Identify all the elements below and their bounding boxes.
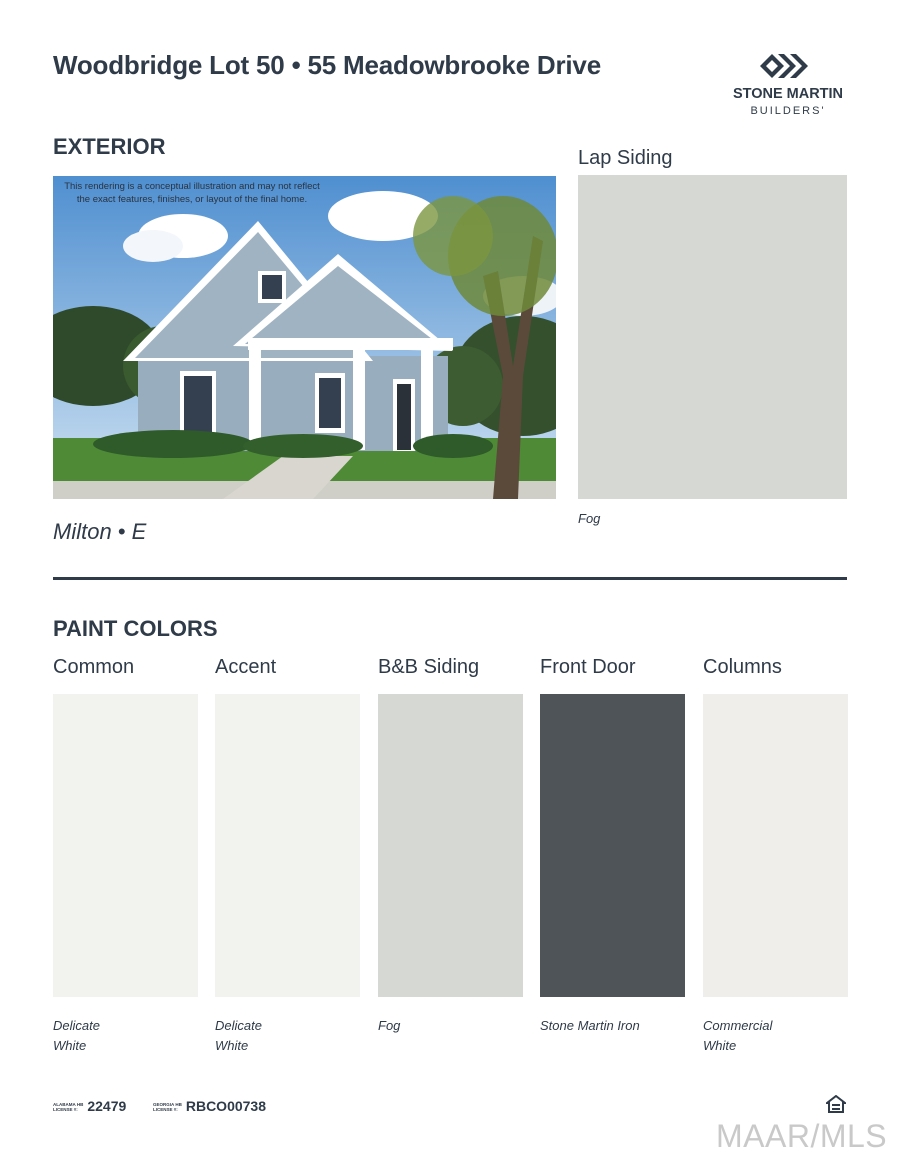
- license-label-line1: GEORGIA HB: [153, 1102, 182, 1108]
- swatch-color-common: [53, 1016, 203, 1056]
- logo-name: STONE MARTIN: [732, 86, 844, 102]
- color-name-line2: White: [53, 1038, 87, 1053]
- lap-siding-swatch: [578, 175, 847, 499]
- rendering-disclaimer: This rendering is a conceptual illustration and may not reflect the exact features, finishes, or layout of the final home.: [64, 181, 320, 205]
- page-title: Woodbridge Lot 50 • 55 Meadowbrooke Drive: [53, 50, 601, 80]
- license-label: [53, 1102, 83, 1112]
- license-label-line2: LICENSE #:: [53, 1107, 78, 1113]
- stone-martin-logo-icon: [758, 50, 818, 82]
- license-label: [153, 1102, 182, 1112]
- swatch-bb-siding: [378, 694, 523, 997]
- swatch-label-common: Common: [53, 656, 135, 678]
- logo-subtitle: BUILDERS': [750, 105, 826, 117]
- color-name-line1: Commercial: [703, 1018, 773, 1033]
- color-name-line1: Fog: [378, 1018, 401, 1033]
- swatch-color-front-door: [540, 1016, 690, 1036]
- swatch-accent: [215, 694, 360, 997]
- paint-colors-heading: PAINT COLORS: [53, 616, 218, 641]
- mls-watermark: MAAR/MLS: [716, 1118, 888, 1154]
- color-name-line2: White: [703, 1038, 737, 1053]
- license-label-line2: LICENSE #:: [153, 1107, 178, 1113]
- swatch-label-accent: Accent: [215, 656, 277, 678]
- swatch-color-columns: [703, 1016, 853, 1056]
- color-name-line2: White: [215, 1038, 249, 1053]
- georgia-license: [153, 1098, 266, 1114]
- license-label-line1: ALABAMA HB: [53, 1102, 84, 1108]
- alabama-license: [53, 1098, 126, 1114]
- license-number: RBCO00738: [185, 1098, 266, 1114]
- swatch-color-accent: [215, 1016, 365, 1056]
- stone-martin-logo: [726, 48, 850, 122]
- model-name: Milton • E: [53, 519, 147, 544]
- color-name-line1: Delicate: [215, 1018, 262, 1033]
- swatch-label-front-door: Front Door: [540, 656, 636, 678]
- lap-siding-color-name: Fog: [578, 511, 601, 526]
- color-name-line1: Delicate: [53, 1018, 100, 1033]
- license-number: 22479: [87, 1098, 127, 1114]
- swatch-common: [53, 694, 198, 997]
- swatch-columns: [703, 694, 848, 997]
- house-rendering-image: [53, 176, 556, 499]
- exterior-rendering: [53, 176, 556, 499]
- swatch-label-bb-siding: B&B Siding: [378, 656, 480, 678]
- lap-siding-label: Lap Siding: [578, 147, 673, 169]
- color-name-line1: Stone Martin Iron: [540, 1018, 640, 1033]
- swatch-color-bb-siding: [378, 1016, 528, 1036]
- swatch-label-columns: Columns: [703, 656, 782, 678]
- exterior-heading: EXTERIOR: [53, 134, 166, 159]
- equal-housing-icon: [826, 1095, 846, 1113]
- section-divider: [53, 577, 847, 580]
- swatch-front-door: [540, 694, 685, 997]
